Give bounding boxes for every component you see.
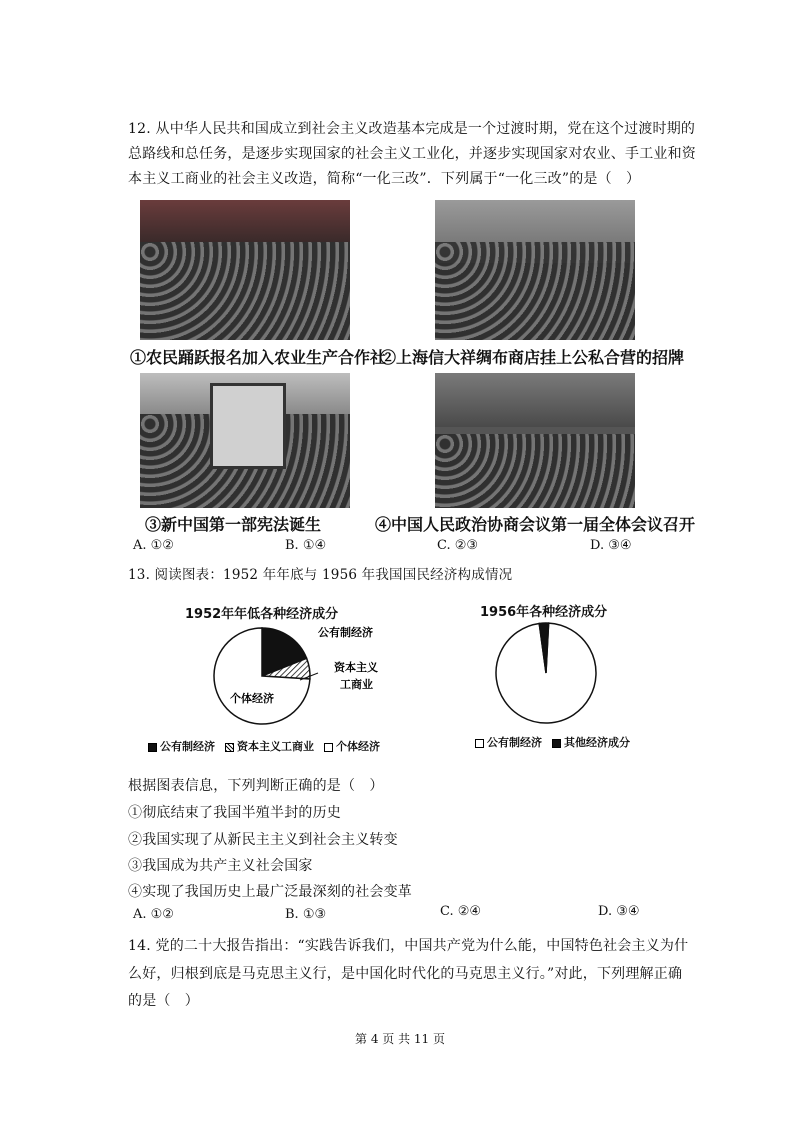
pie1-label-public: 公有制经济 [318,626,373,639]
chart1-legend [148,738,380,754]
q13-option-c: C. ②④ [440,904,482,919]
q13-intro: 13. 阅读图表：1952 年年底与 1956 年我国国民经济构成情况 [128,567,513,583]
pie-chart-1952 [214,628,310,724]
legend2-label-other: 其他经济成分 [564,736,630,749]
q13-option-d: D. ③④ [598,904,640,919]
legend1-label-public: 公有制经济 [160,740,215,753]
caption-2: ②上海信大祥绸布商店挂上公私合营的招牌 [380,348,685,367]
caption-1: ①农民踊跃报名加入农业生产合作社 [130,348,387,367]
caption-3: ③新中国第一部宪法诞生 [145,515,322,534]
q13-option-a: A. ①② [133,907,174,922]
page-footer: 第 4 页 共 11 页 [355,1032,445,1046]
pie1-label-capitalist-2: 工商业 [340,678,373,691]
legend1-label-individual: 个体经济 [336,740,380,753]
legend2-label-public: 公有制经济 [487,736,542,749]
q13-statement-1: ①彻底结束了我国半殖半封的历史 [128,805,341,821]
q12-option-b: B. ①④ [285,538,327,553]
q13-statement-3: ③我国成为共产主义社会国家 [128,858,313,874]
q12-option-c: C. ②③ [437,538,479,553]
q12-option-a: A. ①② [133,538,174,553]
legend2-item-public [475,734,542,750]
q12-option-d: D. ③④ [590,538,632,553]
q13-statement-2: ②我国实现了从新民主主义到社会主义转变 [128,832,398,848]
pie-chart-1956 [496,623,596,723]
q13-statement-4: ④实现了我国历史上最广泛最深刻的社会变革 [128,884,412,900]
legend1-label-capitalist: 资本主义工商业 [237,740,314,753]
legend1-item-public [148,738,215,754]
q13-option-b: B. ①③ [285,907,327,922]
q13-question: 根据图表信息，下列判断正确的是（ ） [128,778,384,794]
q12-line-3: 本主义工商业的社会主义改造，简称“一化三改”．下列属于“一化三改”的是（ ） [128,171,641,187]
pie1-label-individual: 个体经济 [230,692,274,705]
pie1-label-capitalist-1: 资本主义 [334,661,378,674]
chart2-title: 1956年各种经济成分 [480,605,608,620]
q12-line-2: 总路线和总任务，是逐步实现国家的社会主义工业化，并逐步实现国家对农业、手工业和资 [128,146,696,162]
q14-line-1: 14. 党的二十大报告指出：“实践告诉我们，中国共产党为什么能，中国特色社会主义为什 [128,938,689,954]
q14-line-2: 么好，归根到底是马克思主义行，是中国化时代化的马克思主义行。”对此，下列理解正确 [128,966,683,982]
q12-line-1: 12. 从中华人民共和国成立到社会主义改造基本完成是一个过渡时期，党在这个过渡时期的 [128,121,696,137]
q14-line-3: 的是（ ） [128,993,199,1009]
caption-4: ④中国人民政治协商会议第一届全体会议召开 [375,515,696,534]
legend2-item-other [552,734,630,750]
legend1-item-capitalist [225,738,314,754]
legend1-item-individual [324,738,380,754]
chart2-legend [475,734,630,750]
chart1-title: 1952年年低各种经济成分 [185,607,339,622]
